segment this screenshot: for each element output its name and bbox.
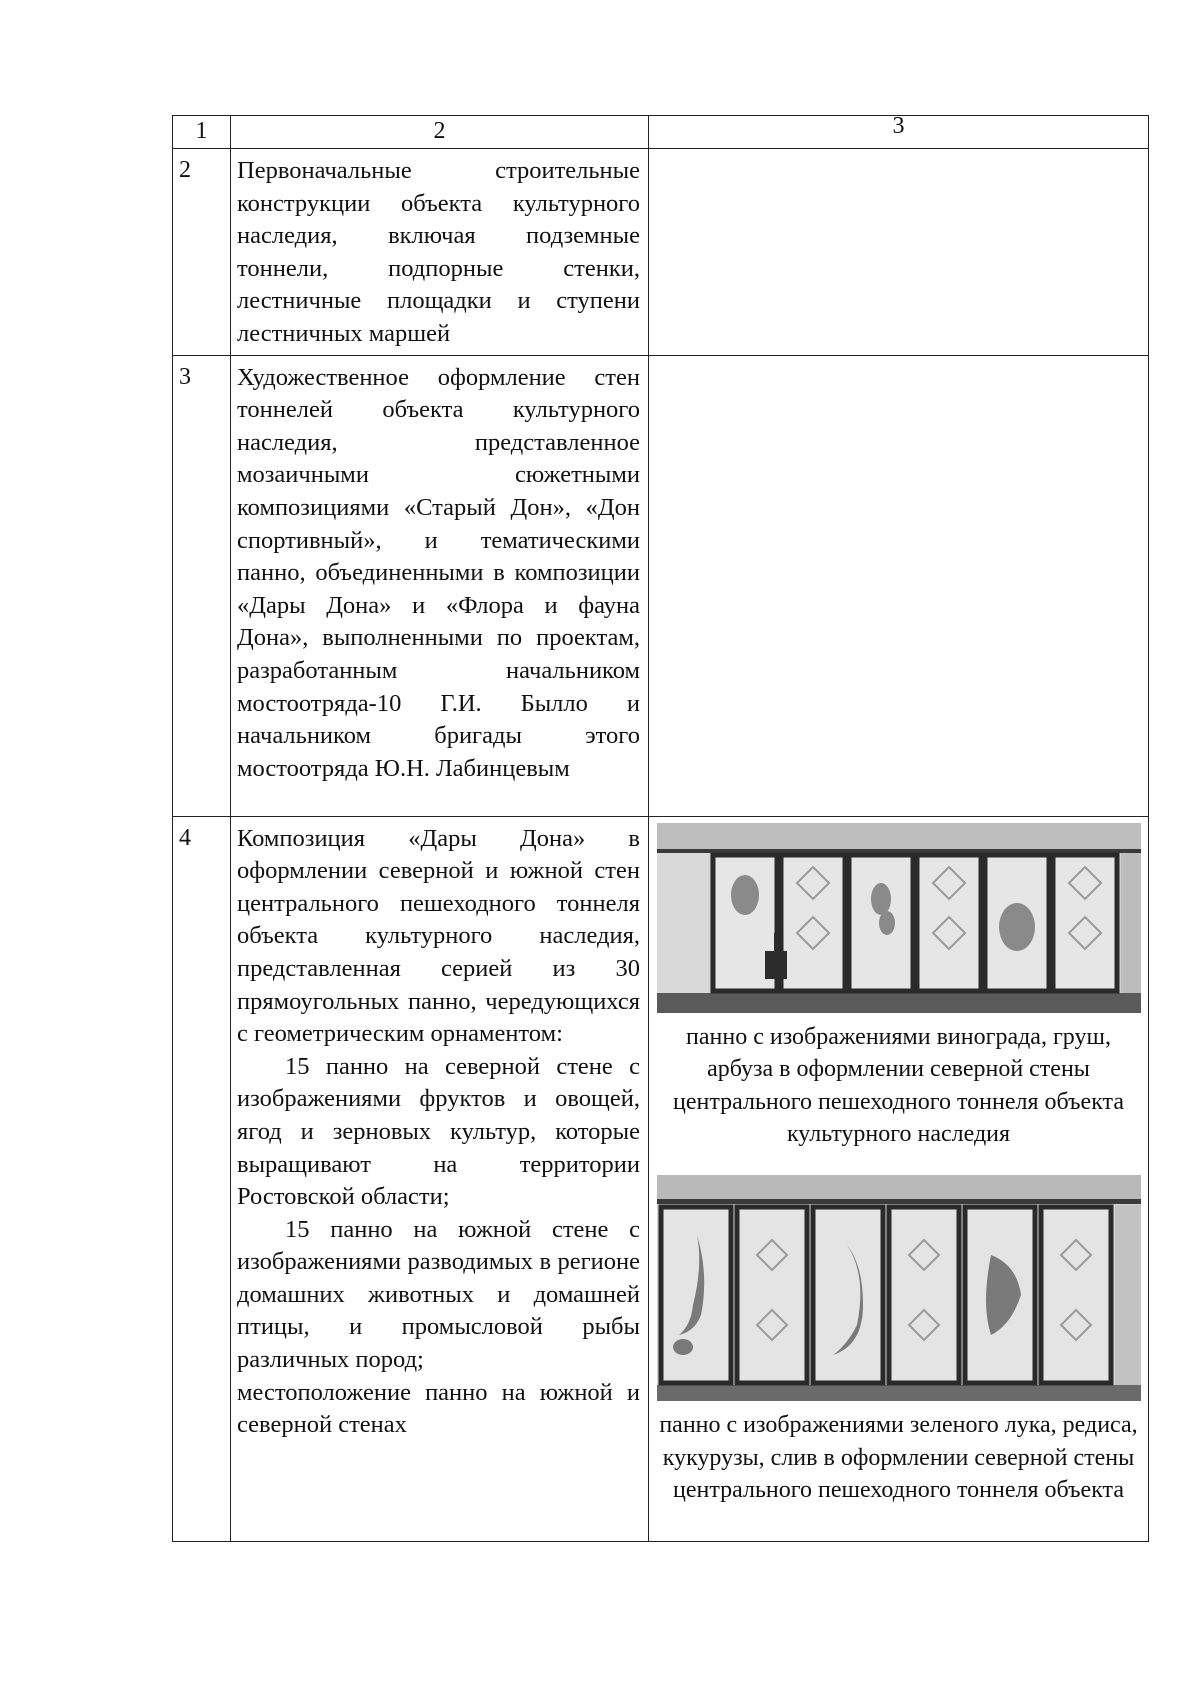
description-paragraph: Композиция «Дары Дона» в оформлении северной и южной стен центрального пешеходного тоннеля объекта культурного наследия, представленная серией из 30 прямоугольных панно, чередующихся с геометрическим орнаментом: [237, 824, 640, 1048]
table-row [173, 149, 1149, 356]
header-col-3: 3 [649, 116, 1149, 149]
row-number: 4 [173, 816, 231, 1541]
row-number: 3 [173, 355, 231, 816]
description-paragraph: Художественное оформление стен тоннелей объекта культурного наследия, представленное мозаичными сюжетными композициями «Старый Дон», «Дон спортивный», и тематическими панно, объединенными в композиции «Дары Дона» и «Флора и фауна Дона», выполненными по проектам, разработанным начальником мостоотряда-10 Г.И. Быллo и начальником бригады этого мостоотряда Ю.Н. Лабинцевым [237, 363, 640, 782]
description-paragraph: 15 панно на северной стене с изображениями фруктов и овощей, ягод и зерновых культур, которые выращивают на территории Ростовской области; [237, 1052, 640, 1211]
description-paragraph: местоположение панно на южной и северной стенах [237, 1378, 640, 1439]
row-description [231, 149, 649, 356]
description-paragraph: 15 панно на южной стене с изображениями разводимых в регионе домашних животных и домашней птицы, и промысловой рыбы различных пород; [237, 1215, 640, 1374]
heritage-table [172, 115, 1149, 1542]
header-col-2: 2 [231, 116, 649, 149]
row-number: 2 [173, 149, 231, 356]
table-row [173, 816, 1149, 1541]
mosaic-photo-onion-radish-corn-plums-icon [657, 1175, 1141, 1401]
photo-caption: панно с изображениями зеленого лука, редиса, кукурузы, слив в оформлении северной стены центрального пешеходного тоннеля объекта [659, 1411, 1138, 1504]
table-row [173, 355, 1149, 816]
row-description [231, 816, 649, 1541]
photo-caption: панно с изображениями винограда, груш, арбуза в оформлении северной стены центрального пешеходного тоннеля объекта культурного наследия [673, 1023, 1124, 1148]
row-illustrations [649, 816, 1149, 1541]
row-description [231, 355, 649, 816]
header-col-1: 1 [173, 116, 231, 149]
description-paragraph: Первоначальные строительные конструкции объекта культурного наследия, включая подземные тоннели, подпорные стенки, лестничные площадки и ступени лестничных маршей [237, 157, 640, 347]
mosaic-photo-grapes-pears-watermelon-icon [657, 823, 1141, 1013]
row-illustration-empty [649, 355, 1149, 816]
row-illustration-empty [649, 149, 1149, 356]
header-row [173, 116, 1149, 149]
